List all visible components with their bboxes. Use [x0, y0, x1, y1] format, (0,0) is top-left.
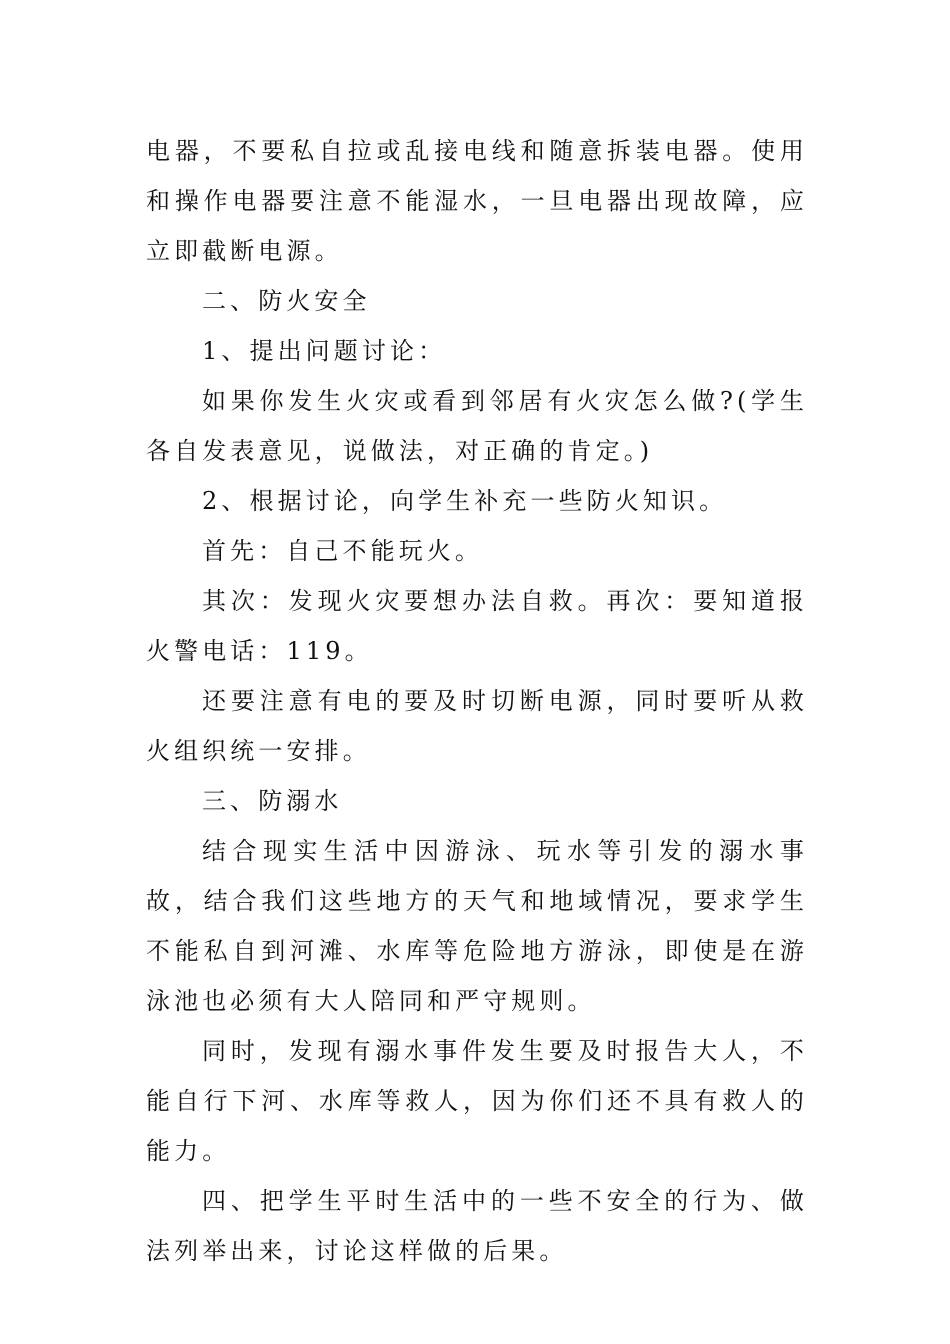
paragraph-cut-power: 还要注意有电的要及时切断电源，同时要听从救火组织统一安排。 — [146, 687, 808, 765]
paragraph-second-rule: 其次：发现火灾要想办法自救。再次：要知道报火警电话：119。 — [146, 587, 808, 665]
heading-drowning-prevention: 三、防溺水 — [202, 787, 343, 815]
paragraph-electrical-safety-continued: 电器，不要私自拉或乱接电线和随意拆装电器。使用和操作电器要注意不能湿水，一旦电器出现故障，应立即截断电源。 — [146, 137, 808, 265]
paragraph-first-rule: 首先：自己不能玩火。 — [202, 537, 483, 565]
heading-fire-safety: 二、防火安全 — [202, 287, 371, 315]
paragraph-drowning-context: 结合现实生活中因游泳、玩水等引发的溺水事故，结合我们这些地方的天气和地域情况，要求学生不能私自到河滩、水库等危险地方游泳，即使是在游泳池也必须有大人陪同和严守规则。 — [146, 837, 808, 1015]
paragraph-report-drowning: 同时，发现有溺水事件发生要及时报告大人，不能自行下河、水库等救人，因为你们还不具有救人的能力。 — [146, 1037, 808, 1165]
paragraph-unsafe-behaviors: 四、把学生平时生活中的一些不安全的行为、做法列举出来，讨论这样做的后果。 — [146, 1187, 808, 1265]
paragraph-fire-knowledge: 2、根据讨论，向学生补充一些防火知识。 — [202, 487, 728, 515]
paragraph-discussion-question: 1、提出问题讨论： — [202, 337, 447, 365]
paragraph-fire-scenario: 如果你发生火灾或看到邻居有火灾怎么做?(学生各自发表意见，说做法，对正确的肯定。) — [146, 387, 808, 465]
document-body — [146, 126, 808, 1276]
